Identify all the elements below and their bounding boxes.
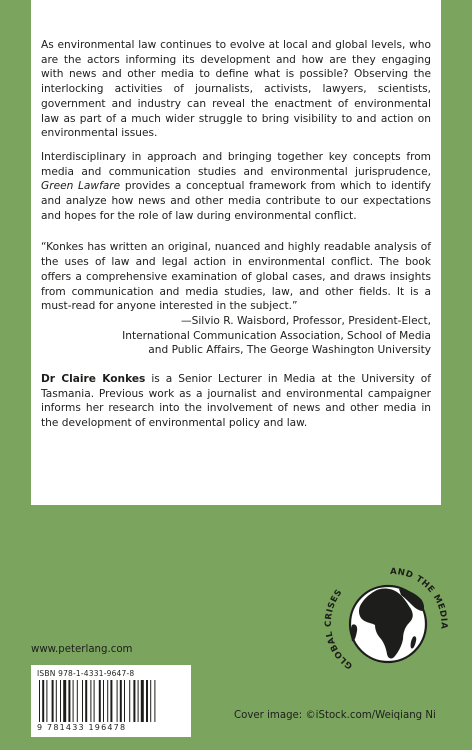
barcode-bar: [138, 680, 139, 722]
barcode-bar: [52, 680, 54, 722]
attribution-line-3: and Public Affairs, The George Washington University: [148, 344, 431, 357]
series-logo: [317, 553, 459, 695]
barcode-bar: [99, 680, 101, 722]
endorsement-attribution: [41, 314, 431, 358]
author-bio-text: is a Senior Lecturer in Media at the University of Tasmania. Previous work as a journalist and environmental campaigner informs her research into the involvement of news and other media in the development of environmental policy and law.: [41, 373, 431, 430]
barcode-bar: [90, 680, 91, 722]
barcode-bar: [110, 680, 112, 722]
barcode-bar: [77, 680, 78, 722]
barcode-bar: [129, 680, 130, 722]
barcode-bar: [146, 680, 148, 722]
blurb-paragraph-1: As environmental law continues to evolve at local and global levels, who are the actors informing its development and how are they engaging with news and other media to define what is possible? Observing the interlocking activities of journalists, activists, lawyers, scientists, government and industry can reveal the enactment of environmental law as part of a much wider struggle to bring visibility to and action on environmental issues.: [41, 39, 431, 140]
barcode-bar: [42, 680, 44, 722]
barcode-bar: [63, 680, 66, 722]
barcode-bar: [124, 680, 125, 722]
barcode-bar: [94, 680, 95, 722]
barcode-bar: [120, 680, 122, 722]
barcode-bar: [107, 680, 108, 722]
series-logo-text-left: GLOBAL CRISES: [323, 587, 355, 671]
barcode-box: [31, 665, 191, 737]
author-name: Dr Claire Konkes: [41, 373, 146, 386]
barcode-bar: [103, 680, 104, 722]
attribution-line-1: —Silvio R. Waisbord, Professor, President-Elect,: [181, 314, 431, 327]
barcode-bar: [117, 680, 118, 722]
barcode-icon: [37, 680, 185, 722]
isbn-label: ISBN 978-1-4331-9647-8: [37, 669, 135, 678]
back-cover-text-panel: [31, 0, 441, 505]
series-logo-text-right: AND THE MEDIA: [389, 566, 449, 630]
barcode-digits: 9 781433 196478: [37, 723, 127, 732]
author-bio: [41, 372, 431, 431]
barcode-bar: [56, 680, 57, 722]
endorsement-quote: “Konkes has written an original, nuanced and highly readable analysis of the uses of law and legal action in environmental conflict. The book offers a comprehensive examination of global cases, and draws insights from communication and media studies, law, and other fields. It is a must-read for anyone interested in the subject.”: [41, 241, 431, 313]
barcode-bar: [154, 680, 155, 722]
barcode-bar: [73, 680, 74, 722]
barcode-bar: [150, 680, 151, 722]
blurb-p2-start: Interdisciplinary in approach and bringing together key concepts from media and communication studies and environmental jurisprudence,: [41, 150, 431, 178]
book-title-italic: Green Lawfare: [41, 180, 121, 193]
blurb-paragraph-2: [41, 150, 431, 224]
barcode-bar: [82, 680, 83, 722]
barcode-bar: [85, 680, 87, 722]
barcode-bar: [141, 680, 144, 722]
barcode-bar: [68, 680, 70, 722]
barcode-bar: [46, 680, 47, 722]
barcode-bar: [39, 680, 40, 722]
barcode-bar: [60, 680, 61, 722]
attribution-line-2: International Communication Association, School of Media: [122, 329, 431, 342]
barcode-bar: [133, 680, 135, 722]
cover-image-credit: Cover image: ©iStock.com/Weiqiang Ni: [234, 710, 436, 721]
publisher-url: www.peterlang.com: [31, 644, 133, 655]
blurb-p2-end: provides a conceptual framework from which to identify and analyze how news and other media contribute to our expectations and hopes for the role of law during environmental conflict.: [41, 180, 431, 222]
